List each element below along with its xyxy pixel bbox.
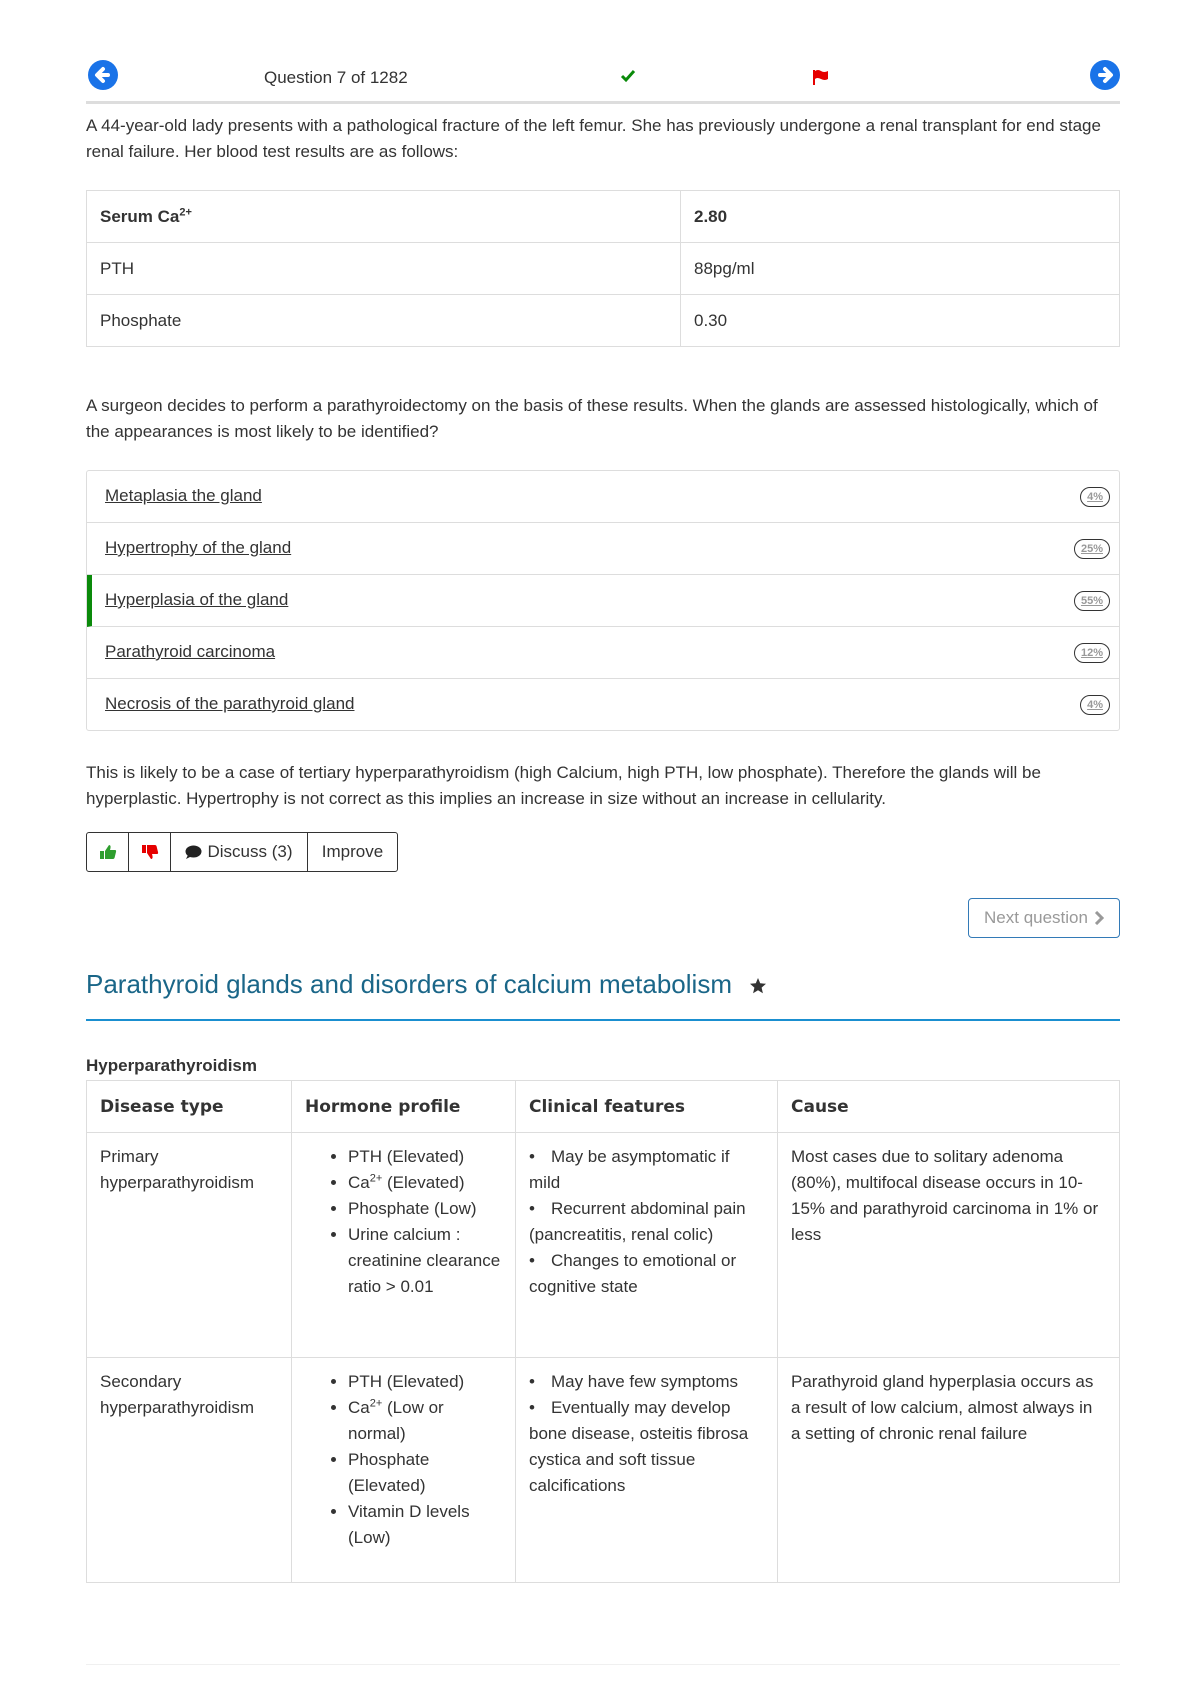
column-header: Cause bbox=[778, 1081, 1120, 1133]
list-item: • May have few symptoms bbox=[529, 1369, 764, 1395]
previous-question-button[interactable] bbox=[88, 60, 118, 90]
result-value: 88pg/ml bbox=[681, 243, 1120, 295]
question-prompt-block bbox=[86, 393, 1120, 445]
list-item: • $Ca^{2+}$ (Low or normal) bbox=[348, 1395, 502, 1447]
discuss-button[interactable] bbox=[171, 833, 308, 871]
list-item: • Phosphate (Elevated) bbox=[348, 1447, 502, 1499]
column-header: Clinical features bbox=[516, 1081, 778, 1133]
list-item: • PTH (Elevated) bbox=[348, 1369, 502, 1395]
question-counter: Question 7 of 1282 bbox=[264, 68, 408, 87]
table-row bbox=[87, 1358, 1120, 1583]
result-value: 2.80 bbox=[681, 191, 1120, 243]
thumbs-up-icon bbox=[99, 844, 117, 860]
question-prompt: A surgeon decides to perform a parathyroidectomy on the basis of these results. When the glands are assessed histologically, which of the appearances is most likely to be identified? bbox=[86, 396, 1098, 441]
answer-percentage-badge: 55% bbox=[1074, 591, 1110, 611]
question-stem: A 44-year-old lady presents with a pathological fracture of the left femur. She has previously undergone a renal transplant for end stage renal failure. Her blood test results are as follows: bbox=[86, 116, 1101, 161]
disease-type-cell: Secondary hyperparathyroidism bbox=[87, 1358, 292, 1583]
answer-percentage-badge: 12% bbox=[1074, 643, 1110, 663]
answer-label[interactable]: Hyperplasia of the gland bbox=[105, 590, 289, 609]
answers-block bbox=[86, 470, 1120, 731]
list-item: • May be asymptomatic if mild bbox=[529, 1144, 764, 1196]
answer-option[interactable] bbox=[87, 523, 1119, 575]
list-item: • Phosphate (Low) bbox=[348, 1196, 502, 1222]
result-value: 0.30 bbox=[681, 295, 1120, 347]
list-item: • Urine calcium : creatinine clearance ratio > 0.01 bbox=[348, 1222, 502, 1300]
check-icon bbox=[620, 68, 636, 89]
column-header: Disease type bbox=[87, 1081, 292, 1133]
next-question-arrow-button[interactable] bbox=[1090, 60, 1120, 90]
thumbs-down-icon bbox=[141, 844, 159, 860]
disease-type-cell: Primary hyperparathyroidism bbox=[87, 1133, 292, 1358]
topic-divider bbox=[86, 1019, 1120, 1021]
column-header: Hormone profile bbox=[292, 1081, 516, 1133]
answer-percentage-badge: 25% bbox=[1074, 539, 1110, 559]
arrow-left-circle-icon bbox=[88, 60, 118, 90]
footer-divider bbox=[86, 1664, 1120, 1665]
answer-list bbox=[86, 470, 1120, 731]
results-table-block bbox=[86, 190, 1120, 347]
table-header-row bbox=[87, 1081, 1120, 1133]
hormone-profile-cell bbox=[292, 1358, 516, 1583]
list-item: • PTH (Elevated) bbox=[348, 1144, 502, 1170]
flag-icon[interactable] bbox=[812, 68, 830, 91]
hyperparathyroidism-table bbox=[86, 1080, 1120, 1583]
cause-cell: Most cases due to solitary adenoma (80%), multifocal disease occurs in 10-15% and parathyroid carcinoma in 1% or less bbox=[778, 1133, 1120, 1358]
question-nav-bar bbox=[86, 56, 1120, 104]
clinical-features-cell bbox=[516, 1358, 778, 1583]
list-item: • Vitamin D levels (Low) bbox=[348, 1499, 502, 1551]
answer-option[interactable] bbox=[87, 627, 1119, 679]
topic-title bbox=[86, 969, 767, 1000]
list-item: • Recurrent abdominal pain (pancreatitis, renal colic) bbox=[529, 1196, 764, 1248]
clinical-features-cell bbox=[516, 1133, 778, 1358]
results-table bbox=[86, 190, 1120, 347]
thumbs-up-button[interactable] bbox=[87, 833, 129, 871]
list-item: • Eventually may develop bone disease, osteitis fibrosa cystica and soft tissue calcifications bbox=[529, 1395, 764, 1499]
list-item: • $Ca^{2+}$ (Elevated) bbox=[348, 1170, 502, 1196]
answer-option[interactable] bbox=[87, 679, 1119, 730]
thumbs-down-button[interactable] bbox=[129, 833, 171, 871]
answer-label[interactable]: Metaplasia the gland bbox=[105, 486, 262, 505]
answer-percentage-badge: 4% bbox=[1080, 695, 1110, 715]
discuss-label: Discuss (3) bbox=[207, 842, 293, 861]
next-question-label: Next question bbox=[984, 908, 1088, 927]
next-question-row bbox=[86, 898, 1120, 938]
table-row bbox=[87, 295, 1120, 347]
topic-title-text: Parathyroid glands and disorders of calcium metabolism bbox=[86, 969, 732, 999]
answer-label[interactable]: Parathyroid carcinoma bbox=[105, 642, 276, 661]
result-name: PTH bbox=[87, 243, 681, 295]
improve-button[interactable] bbox=[308, 833, 397, 871]
feedback-button-group bbox=[86, 832, 398, 872]
table-row bbox=[87, 191, 1120, 243]
star-icon[interactable] bbox=[749, 977, 767, 995]
explanation-text: This is likely to be a case of tertiary hyperparathyroidism (high Calcium, high PTH, low phosphate). Therefore the glands will be hyperplastic. Hypertrophy is not correct as this implies an increase in size without an increase in cellularity. bbox=[86, 763, 1041, 808]
result-name: Phosphate bbox=[87, 295, 681, 347]
answer-label[interactable]: Necrosis of the parathyroid gland bbox=[105, 694, 355, 713]
section-subheading: Hyperparathyroidism bbox=[86, 1056, 257, 1075]
arrow-right-circle-icon bbox=[1090, 60, 1120, 90]
next-question-button[interactable] bbox=[968, 898, 1120, 938]
list-item: • Changes to emotional or cognitive state bbox=[529, 1248, 764, 1300]
table-row bbox=[87, 1133, 1120, 1358]
question-stem-block bbox=[86, 113, 1120, 165]
hormone-profile-cell bbox=[292, 1133, 516, 1358]
table-row bbox=[87, 243, 1120, 295]
answer-option[interactable] bbox=[87, 471, 1119, 523]
chevron-right-icon bbox=[1094, 911, 1104, 925]
cause-cell: Parathyroid gland hyperplasia occurs as a result of low calcium, almost always in a setting of chronic renal failure bbox=[778, 1358, 1120, 1583]
explanation-block bbox=[86, 760, 1120, 812]
comment-icon bbox=[185, 845, 202, 860]
answer-label[interactable]: Hypertrophy of the gland bbox=[105, 538, 292, 557]
answer-percentage-badge: 4% bbox=[1080, 487, 1110, 507]
hyperparathyroidism-table-block bbox=[86, 1080, 1120, 1583]
result-name: Serum $Ca^{2+}$ bbox=[87, 191, 681, 243]
improve-label: Improve bbox=[321, 842, 384, 861]
answer-option-correct[interactable] bbox=[87, 575, 1119, 627]
